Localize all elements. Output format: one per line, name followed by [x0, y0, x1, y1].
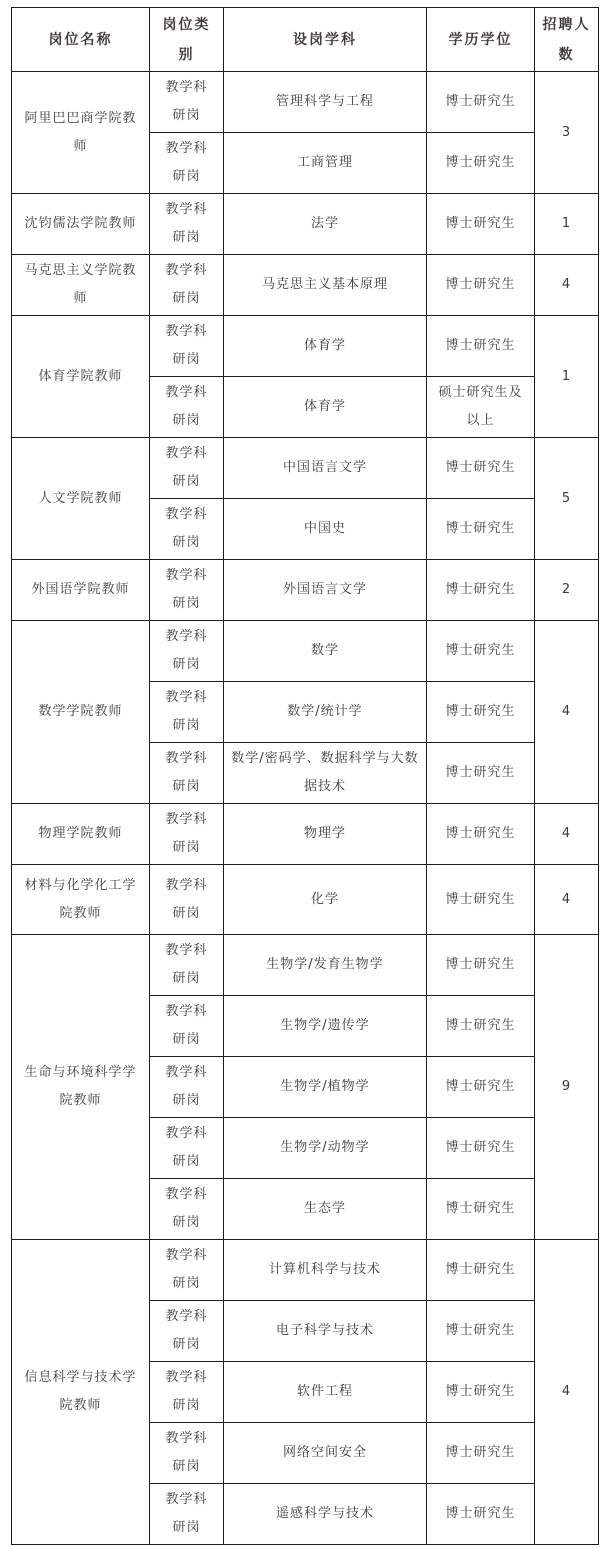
- discipline-cell: 工商管理: [224, 133, 427, 194]
- position-category-cell: 教学科研岗: [150, 377, 224, 438]
- position-category-cell: 教学科研岗: [150, 1057, 224, 1118]
- position-name-cell: 马克思主义学院教师: [12, 255, 150, 316]
- position-category-cell: 教学科研岗: [150, 1362, 224, 1423]
- table-row: [12, 255, 599, 316]
- position-category-cell: 教学科研岗: [150, 621, 224, 682]
- position-name-cell: 数学学院教师: [12, 621, 150, 804]
- position-category-cell: 教学科研岗: [150, 255, 224, 316]
- table-row: [12, 560, 599, 621]
- position-category-cell: 教学科研岗: [150, 804, 224, 865]
- degree-cell: 博士研究生: [427, 255, 535, 316]
- table-header-row: [12, 8, 599, 72]
- discipline-cell: 化学: [224, 865, 427, 935]
- position-category-cell: 教学科研岗: [150, 1118, 224, 1179]
- position-category-cell: 教学科研岗: [150, 438, 224, 499]
- degree-cell: 博士研究生: [427, 1240, 535, 1301]
- position-category-cell: 教学科研岗: [150, 935, 224, 996]
- degree-cell: 博士研究生: [427, 1118, 535, 1179]
- position-category-cell: 教学科研岗: [150, 1423, 224, 1484]
- degree-cell: 博士研究生: [427, 682, 535, 743]
- recruit-count-cell: 4: [535, 1240, 599, 1545]
- discipline-cell: 生物学/植物学: [224, 1057, 427, 1118]
- degree-cell: 博士研究生: [427, 438, 535, 499]
- discipline-cell: 电子科学与技术: [224, 1301, 427, 1362]
- discipline-cell: 外国语言文学: [224, 560, 427, 621]
- position-category-cell: 教学科研岗: [150, 1179, 224, 1240]
- table-row: [12, 438, 599, 499]
- degree-cell: 博士研究生: [427, 1484, 535, 1545]
- discipline-cell: 中国史: [224, 499, 427, 560]
- position-category-cell: 教学科研岗: [150, 682, 224, 743]
- position-category-cell: 教学科研岗: [150, 1240, 224, 1301]
- position-category-cell: 教学科研岗: [150, 865, 224, 935]
- position-name-cell: 生命与环境科学学院教师: [12, 935, 150, 1240]
- degree-cell: 硕士研究生及以上: [427, 377, 535, 438]
- position-category-cell: 教学科研岗: [150, 1301, 224, 1362]
- table-row: [12, 935, 599, 996]
- recruit-count-cell: 9: [535, 935, 599, 1240]
- degree-cell: 博士研究生: [427, 865, 535, 935]
- position-name-cell: 材料与化学化工学院教师: [12, 865, 150, 935]
- degree-cell: 博士研究生: [427, 72, 535, 133]
- degree-cell: 博士研究生: [427, 935, 535, 996]
- discipline-cell: 生物学/动物学: [224, 1118, 427, 1179]
- recruit-count-cell: 4: [535, 865, 599, 935]
- degree-cell: 博士研究生: [427, 194, 535, 255]
- degree-cell: 博士研究生: [427, 316, 535, 377]
- recruit-count-cell: 1: [535, 194, 599, 255]
- degree-cell: 博士研究生: [427, 1301, 535, 1362]
- position-category-cell: 教学科研岗: [150, 560, 224, 621]
- table-row: [12, 72, 599, 133]
- position-name-cell: 阿里巴巴商学院教师: [12, 72, 150, 194]
- discipline-cell: 生物学/发育生物学: [224, 935, 427, 996]
- position-category-cell: 教学科研岗: [150, 1484, 224, 1545]
- table-row: [12, 804, 599, 865]
- discipline-cell: 中国语言文学: [224, 438, 427, 499]
- discipline-cell: 生态学: [224, 1179, 427, 1240]
- discipline-cell: 物理学: [224, 804, 427, 865]
- recruit-count-cell: 5: [535, 438, 599, 560]
- discipline-cell: 法学: [224, 194, 427, 255]
- table-row: [12, 621, 599, 682]
- discipline-cell: 生物学/遗传学: [224, 996, 427, 1057]
- degree-cell: 博士研究生: [427, 133, 535, 194]
- table-row: [12, 1240, 599, 1301]
- position-category-cell: 教学科研岗: [150, 133, 224, 194]
- degree-cell: 博士研究生: [427, 1362, 535, 1423]
- position-name-cell: 物理学院教师: [12, 804, 150, 865]
- discipline-cell: 遥感科学与技术: [224, 1484, 427, 1545]
- position-category-cell: 教学科研岗: [150, 743, 224, 804]
- header-position-name: 岗位名称: [12, 8, 150, 72]
- position-category-cell: 教学科研岗: [150, 194, 224, 255]
- degree-cell: 博士研究生: [427, 804, 535, 865]
- header-position-category: 岗位类别: [150, 8, 224, 72]
- discipline-cell: 计算机科学与技术: [224, 1240, 427, 1301]
- discipline-cell: 马克思主义基本原理: [224, 255, 427, 316]
- discipline-cell: 管理科学与工程: [224, 72, 427, 133]
- discipline-cell: 数学/密码学、数据科学与大数据技术: [224, 743, 427, 804]
- position-category-cell: 教学科研岗: [150, 72, 224, 133]
- discipline-cell: 体育学: [224, 316, 427, 377]
- table-row: [12, 316, 599, 377]
- position-name-cell: 人文学院教师: [12, 438, 150, 560]
- table-body: [12, 72, 599, 1545]
- position-category-cell: 教学科研岗: [150, 996, 224, 1057]
- position-category-cell: 教学科研岗: [150, 316, 224, 377]
- degree-cell: 博士研究生: [427, 1423, 535, 1484]
- header-degree: 学历学位: [427, 8, 535, 72]
- position-name-cell: 体育学院教师: [12, 316, 150, 438]
- degree-cell: 博士研究生: [427, 499, 535, 560]
- discipline-cell: 体育学: [224, 377, 427, 438]
- degree-cell: 博士研究生: [427, 1057, 535, 1118]
- recruit-count-cell: 4: [535, 804, 599, 865]
- discipline-cell: 数学/统计学: [224, 682, 427, 743]
- discipline-cell: 软件工程: [224, 1362, 427, 1423]
- recruitment-table: [11, 7, 599, 1545]
- discipline-cell: 网络空间安全: [224, 1423, 427, 1484]
- recruit-count-cell: 4: [535, 621, 599, 804]
- discipline-cell: 数学: [224, 621, 427, 682]
- recruit-count-cell: 1: [535, 316, 599, 438]
- recruit-count-cell: 4: [535, 255, 599, 316]
- recruit-count-cell: 3: [535, 72, 599, 194]
- header-recruit-count: 招聘人数: [535, 8, 599, 72]
- position-category-cell: 教学科研岗: [150, 499, 224, 560]
- degree-cell: 博士研究生: [427, 621, 535, 682]
- degree-cell: 博士研究生: [427, 743, 535, 804]
- position-name-cell: 沈钧儒法学院教师: [12, 194, 150, 255]
- degree-cell: 博士研究生: [427, 1179, 535, 1240]
- header-discipline: 设岗学科: [224, 8, 427, 72]
- recruit-count-cell: 2: [535, 560, 599, 621]
- table-row: [12, 194, 599, 255]
- position-name-cell: 外国语学院教师: [12, 560, 150, 621]
- table-row: [12, 865, 599, 935]
- position-name-cell: 信息科学与技术学院教师: [12, 1240, 150, 1545]
- degree-cell: 博士研究生: [427, 996, 535, 1057]
- degree-cell: 博士研究生: [427, 560, 535, 621]
